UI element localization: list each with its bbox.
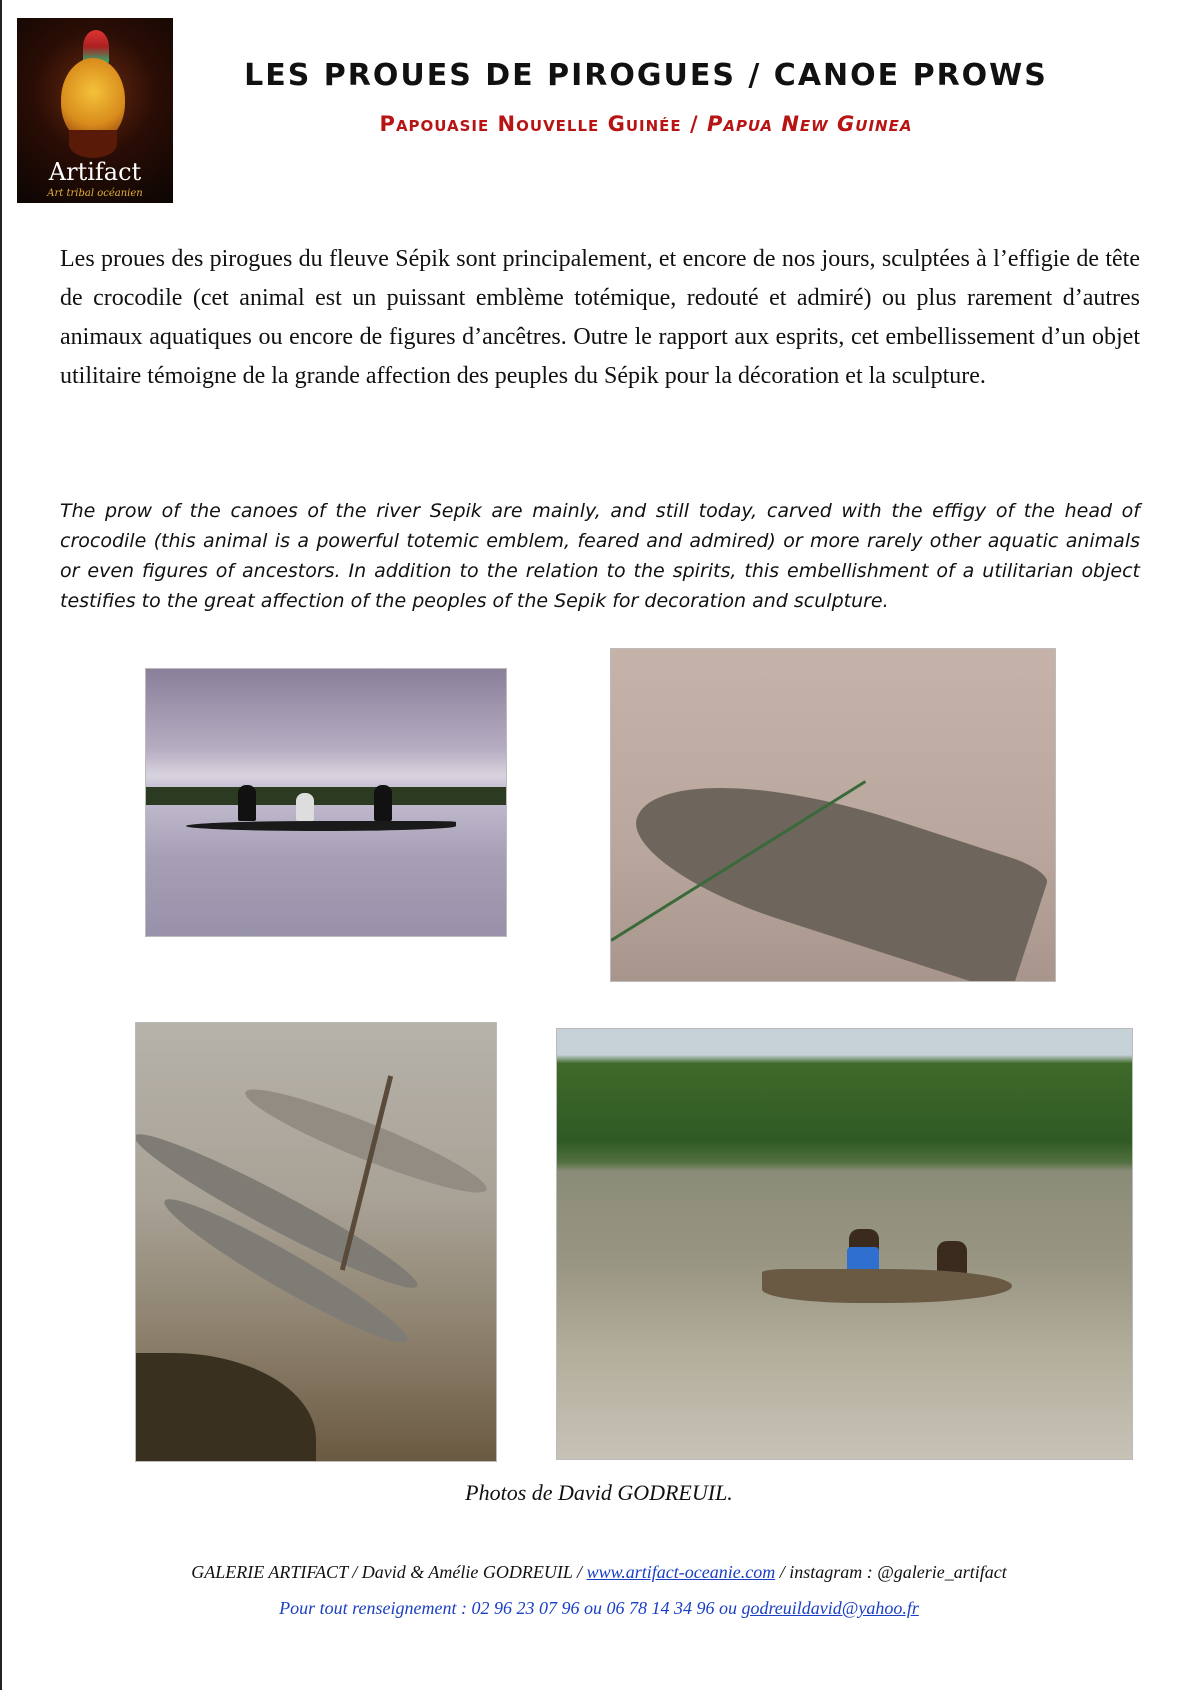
photo-canoe-sunset (145, 668, 507, 937)
footer-contact-line (0, 1598, 1198, 1619)
shoreline (146, 787, 506, 805)
photo-river-canoe (556, 1028, 1133, 1460)
paragraph-english: The prow of the canoes of the river Sepik are mainly, and still today, carved with the effigy of the head of crocodile (this animal is a powerful totemic emblem, feared and admired) or more rarely other aquatic animals or even figures of ancestors. In addition to the relation to the spirits, this embellishment of a utilitarian object testifies to the great affection of the peoples of the Sepik for decoration and sculpture. (60, 500, 1140, 612)
page-title: LES PROUES DE PIROGUES / CANOE PROWS (244, 58, 1048, 93)
canoe (762, 1269, 1012, 1303)
photo-crocodile-prow (610, 648, 1056, 982)
crocodile-carving (621, 744, 1051, 982)
paddler (296, 793, 314, 821)
logo-subtext: Art tribal océanien (47, 188, 143, 199)
pole (340, 1075, 393, 1270)
footer-gallery-line (0, 1562, 1198, 1583)
photo-credit: Photos de David GODREUIL. (465, 1480, 733, 1505)
footer-gallery-name: GALERIE ARTIFACT / David & Amélie GODREUIL / (191, 1562, 587, 1582)
email-link[interactable]: godreuildavid@yahoo.fr (741, 1598, 919, 1618)
paragraph-french: Les proues des pirogues du fleuve Sépik sont principalement, et encore de nos jours, sculptées à l’effigie de tête de crocodile (cet animal est un puissant emblème totémique, redouté et admiré) ou plus rarement d’autres animaux aquatiques ou encore de figures d’ancêtres. Outre le rapport aux esprits, cet embellissement d’un objet utilitaire témoigne de la grande affection des peuples du Sépik pour la décoration et la sculpture. (60, 246, 1140, 389)
paddler (374, 785, 392, 821)
footer-phone: Pour tout renseignement : 02 96 23 07 96 ou 06 78 14 34 96 ou (279, 1598, 742, 1618)
logo-text: Artifact (48, 158, 142, 186)
canoe-hull (239, 1076, 494, 1207)
website-link[interactable]: www.artifact-oceanie.com (586, 1562, 776, 1582)
beard (69, 130, 117, 158)
artifact-logo (17, 18, 173, 203)
paddler (238, 785, 256, 821)
muddy-bank (136, 1353, 316, 1461)
canoe (186, 821, 456, 831)
footer-instagram: / instagram : @galerie_artifact (775, 1562, 1007, 1582)
subtitle-en: Papua New Guinea (706, 112, 913, 136)
subtitle-fr: Papouasie Nouvelle Guinée / (379, 112, 707, 136)
page-subtitle (186, 112, 1106, 136)
photo-moored-canoes (135, 1022, 497, 1462)
